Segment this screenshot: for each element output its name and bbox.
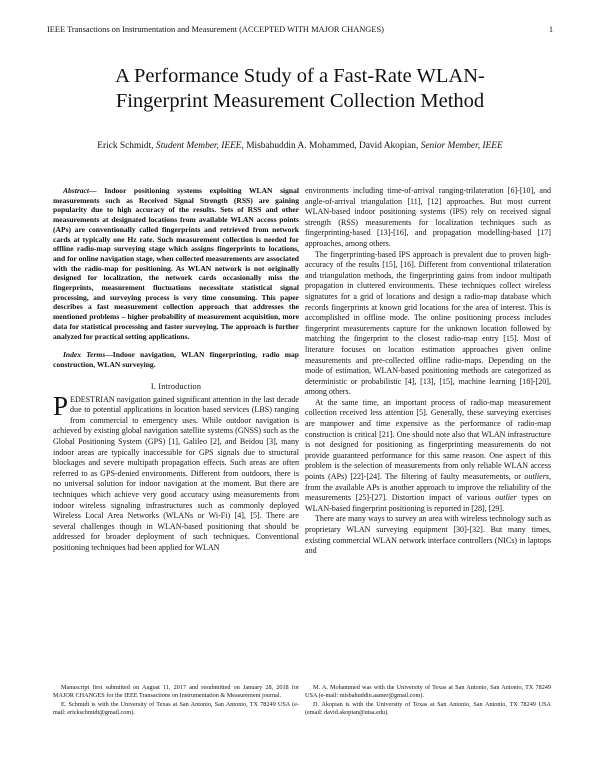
left-column <box>53 186 299 554</box>
footnote: D. Akopian is with the University of Texas at San Antonio, San Antonio, TX 78249 USA (email: david.akopian@utsa.edu). <box>305 700 551 716</box>
body-paragraph: The fingerprinting-based IPS approach is prevalent due to proven high-accuracy of the results [15], [16]. Different from conventional trilateration and triangulation methods, the fingerprinting gains from indoor multipath propagation in cluttered environments. These techniques collect wireless signatures for a grid of locations and design a radio-map database which records fingerprints at known grid locations for the area of interest. This is accomplished in offline mode. The online positioning process includes fingerprint measurements capture for the unknown location followed by matching the fingerprint to the closest radio-map entry [15]. Most of literature focuses on location estimation approaches given online measurements and pre-collected offline radio-maps. Depending on the mode of estimation, WLAN-based positioning methods are categorized as deterministic or probabilistic [4], [13], [15], machine learning [18]-[20], among others. <box>305 249 551 397</box>
page-number: 1 <box>548 25 553 34</box>
abstract-text: — Indoor positioning systems exploiting WLAN signal measurements such as Received Signal Strength (RSS) are gaining popularity due to high accuracy of the results. Sets of RSS and other measurements at designated locations from available WLAN access points (APs) are conventionally called fingerprints and retrieved from network cards at typically one Hz rate. Such measurement collection is needed for offline radio-map surveying stage which assigns fingerprints to locations, and for online navigation stage, when collected measurements are associated with the radio-map for positioning. As WLAN network is not originally designed for localization, the network cards occasionally miss the fingerprints, measurement fluctuations necessitate statistical signal processing, and surveying process is very time consuming. This paper describes a fast measurement collection approach that addresses the mentioned problems – higher probability of measurement acquisition, more data for statistical processing and faster surveying. The approach is further analyzed for practical setting applications. <box>53 186 299 341</box>
footnote: E. Schmidt is with the University of Texas at San Antonio, San Antonio, TX 78249 USA (e-mail: erickschmidt@gmail.com). <box>53 700 299 716</box>
drop-cap: P <box>53 390 69 421</box>
index-terms-text: —Indoor navigation, WLAN fingerprinting, radio map construction, WLAN surveying. <box>53 350 300 369</box>
index-terms-label: Index Terms <box>63 350 106 360</box>
abstract-label: Abstract <box>63 186 89 195</box>
author-3-role: Senior Member, IEEE <box>420 141 503 151</box>
footnote: Manuscript first submitted on August 11, 2017 and resubmitted on January 28, 2018 for MAJOR CHANGES for the IEEE Transactions on Instrumentation & Measurement journal. <box>53 684 299 700</box>
abstract <box>53 186 299 341</box>
intro-paragraph <box>53 390 299 554</box>
right-column <box>305 186 551 557</box>
title-line-2: Fingerprint Measurement Collection Method <box>115 90 485 112</box>
paper-title <box>40 64 560 114</box>
author-list <box>70 140 530 153</box>
author-1: Erick Schmidt, <box>97 141 156 151</box>
author-1-role: Student Member, IEEE <box>155 141 242 151</box>
index-terms <box>53 350 299 369</box>
intro-text: EDESTRIAN navigation gained significant attention in the last decade due to potential applications in location based services (LBS) ranging from commercial to emergency uses. While outdoor navigation is achieved by existing global navigation satellite systems (GNSS) such as the Global Positioning System (GPS) [1], Galileo [2], and Beidou [3], many indoor areas are typically inaccessible for GPS signals due to structural blockages and severe multipath propagation effects. Such areas are often referred to as GPS-denied environments. Different from outdoors, there is no universal solution for indoor navigation at the moment. But there are techniques which achieve very good accuracy using measurements from indoor wireless signaling infrastructures such as commonly deployed Wireless Local Area Networks (WLANs or Wi-Fi) [4], [5]. There are several challenges though in WLAN-based positioning that should be addressed for broader deployment of such techniques. Conventional positioning techniques had been applied for WLAN <box>53 394 299 552</box>
title-line-1: A Performance Study of a Fast-Rate WLAN- <box>115 65 485 87</box>
footnotes-left <box>53 684 299 717</box>
body-paragraph: At the same time, an important process of radio-map measurement collection received less attention [5]. Generally, these surveying exercises are manpower and time expensive as the performance of radio-map construction is critical [21]. One should note also that WLAN infrastructure is not designed for positioning as fingerprinting measurements do not provide guaranteed performance for this same reason. One aspect of this problem is the selection of measurements from only reliable WLAN access points (APs) [22]-[24]. The filtering of faulty measurements, or outliers, from the available APs is another approach to improve the reliability of the measurements [25]-[27]. Distortion impact of various outlier types on WLAN-based fingerprint positioning is reported in [28], [29]. <box>305 397 551 513</box>
running-header <box>47 24 553 36</box>
author-2-3: , Misbahuddin A. Mohammed, David Akopian, <box>241 141 421 151</box>
section-heading: I. Introduction <box>150 381 202 391</box>
body-paragraph: environments including time-of-arrival ranging-trilateration [6]-[10], and angle-of-arrival triangulation [11], [12] approaches. But most current WLAN-based indoor positioning systems (IPS) rely on received signal strength (RSS) measurements for localization techniques such as fingerprinting-based [13]-[16], and propagation modelling-based [17] approaches, among others. <box>305 186 551 248</box>
footnote: M. A. Mohammed was with the University of Texas at San Antonio, San Antonio, TX 78249 USA (e-mail: misbahuddin.aamer@gmail.com). <box>305 684 551 700</box>
body-paragraph: There are many ways to survey an area with wireless technology such as proprietary WLAN surveying equipment [30]-[32]. But many times, existing commercial WLAN network interface controllers (NICs) in laptops and <box>305 514 551 556</box>
journal-name: IEEE Transactions on Instrumentation and Measurement (ACCEPTED WITH MAJOR CHANGES) <box>47 25 384 34</box>
footnotes-right <box>305 684 551 717</box>
